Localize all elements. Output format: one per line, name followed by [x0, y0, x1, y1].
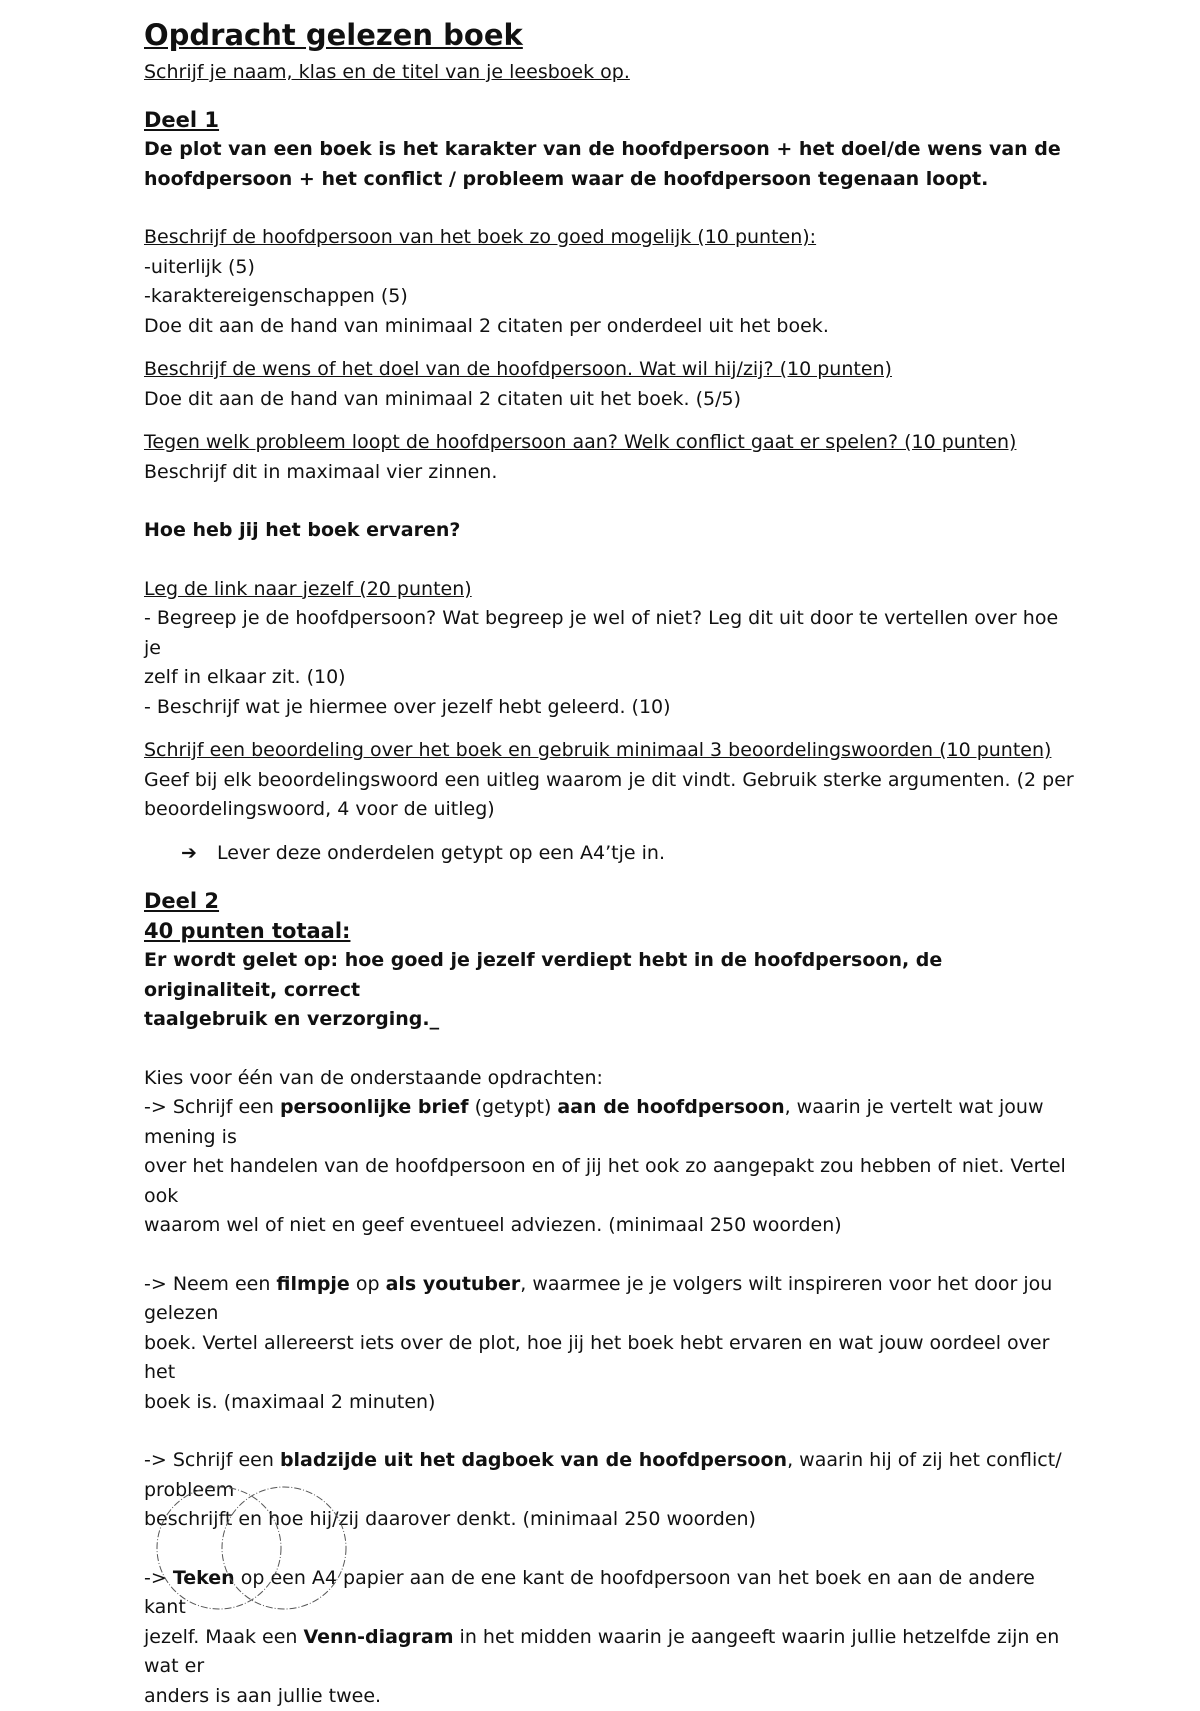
document-page — [144, 14, 1074, 1711]
option4-line1: -> Teken op een A4 papier aan de ene kant de hoofdpersoon van het boek en aan de andere kant — [144, 1564, 1074, 1623]
question1-item-karakter: -karaktereigenschappen (5) — [144, 282, 1074, 312]
arrow-right-icon: ➔ — [181, 839, 217, 869]
question4-line1: - Begreep je de hoofdpersoon? Wat begreep je wel of niet? Leg dit uit door te vertellen over hoe je — [144, 604, 1074, 663]
choose-instruction: Kies voor één van de onderstaande opdrachten: — [144, 1064, 1074, 1094]
question2-note: Doe dit aan de hand van minimaal 2 citaten uit het boek. (5/5) — [144, 385, 1074, 415]
question5-line1: Geef bij elk beoordelingswoord een uitleg waarom je dit vindt. Gebruik sterke argumenten. (2 per — [144, 766, 1074, 796]
venn-circle-left — [157, 1487, 281, 1609]
question2-title: Beschrijf de wens of het doel van de hoofdpersoon. Wat wil hij/zij? (10 punten) — [144, 355, 1074, 385]
option4-line3: anders is aan jullie twee. — [144, 1682, 1074, 1711]
question1-title: Beschrijf de hoofdpersoon van het boek zo goed mogelijk (10 punten): — [144, 223, 1074, 253]
option1-line3: waarom wel of niet en geef eventueel adviezen. (minimaal 250 woorden) — [144, 1211, 1074, 1241]
plot-definition-line2: hoofdpersoon + het conflict / probleem waar de hoofdpersoon tegenaan loopt. — [144, 165, 1074, 195]
experience-heading: Hoe heb jij het boek ervaren? — [144, 516, 1074, 546]
submit-instruction — [181, 839, 1074, 869]
option2-line3: boek is. (maximaal 2 minuten) — [144, 1388, 1074, 1418]
option1-line2: over het handelen van de hoofdpersoon en of jij het ook zo aangepakt zou hebben of niet. Vertel ook — [144, 1152, 1074, 1211]
option3-line2: beschrijft en hoe hij/zij daarover denkt. (minimaal 250 woorden) — [144, 1505, 1074, 1535]
submit-note: Lever deze onderdelen getypt op een A4’tje in. — [217, 839, 665, 869]
question3-title: Tegen welk probleem loopt de hoofdpersoon aan? Welk conflict gaat er spelen? (10 punten) — [144, 428, 1074, 458]
option3-line1: -> Schrijf een bladzijde uit het dagboek van de hoofdpersoon, waarin hij of zij het conflict/ probleem — [144, 1446, 1074, 1505]
venn-circle-right — [222, 1487, 346, 1609]
subtitle: Schrijf je naam, klas en de titel van je leesboek op. — [144, 57, 1074, 87]
option2-line2: boek. Vertel allereerst iets over de plot, hoe jij het boek hebt ervaren en wat jouw oordeel over het — [144, 1329, 1074, 1388]
question5-title: Schrijf een beoordeling over het boek en gebruik minimaal 3 beoordelingswoorden (10 punten) — [144, 736, 1074, 766]
question1-item-uiterlijk: -uiterlijk (5) — [144, 253, 1074, 283]
option1-line1: -> Schrijf een persoonlijke brief (getypt) aan de hoofdpersoon, waarin je vertelt wat jouw mening is — [144, 1093, 1074, 1152]
question5-line2: beoordelingswoord, 4 voor de uitleg) — [144, 795, 1074, 825]
option2-line1: -> Neem een filmpje op als youtuber, waarmee je je volgers wilt inspireren voor het door jou gelezen — [144, 1270, 1074, 1329]
question1-note: Doe dit aan de hand van minimaal 2 citaten per onderdeel uit het boek. — [144, 312, 1074, 342]
criteria-line1: Er wordt gelet op: hoe goed je jezelf verdiept hebt in de hoofdpersoon, de originaliteit, correct — [144, 946, 1074, 1005]
question4-title: Leg de link naar jezelf (20 punten) — [144, 575, 1074, 605]
question4-line3: - Beschrijf wat je hiermee over jezelf hebt geleerd. (10) — [144, 693, 1074, 723]
plot-definition-line1: De plot van een boek is het karakter van de hoofdpersoon + het doel/de wens van de — [144, 135, 1074, 165]
deel2-points: 40 punten totaal: — [144, 916, 1074, 946]
venn-diagram — [156, 1485, 356, 1615]
question3-note: Beschrijf dit in maximaal vier zinnen. — [144, 458, 1074, 488]
page-title: Opdracht gelezen boek — [144, 14, 1074, 56]
option4-line2: jezelf. Maak een Venn-diagram in het midden waarin je aangeeft waarin jullie hetzelfde zijn en wat er — [144, 1623, 1074, 1682]
deel1-heading: Deel 1 — [144, 105, 1074, 135]
criteria-line2: taalgebruik en verzorging._ — [144, 1005, 1074, 1035]
deel2-heading: Deel 2 — [144, 886, 1074, 916]
question4-line2: zelf in elkaar zit. (10) — [144, 663, 1074, 693]
